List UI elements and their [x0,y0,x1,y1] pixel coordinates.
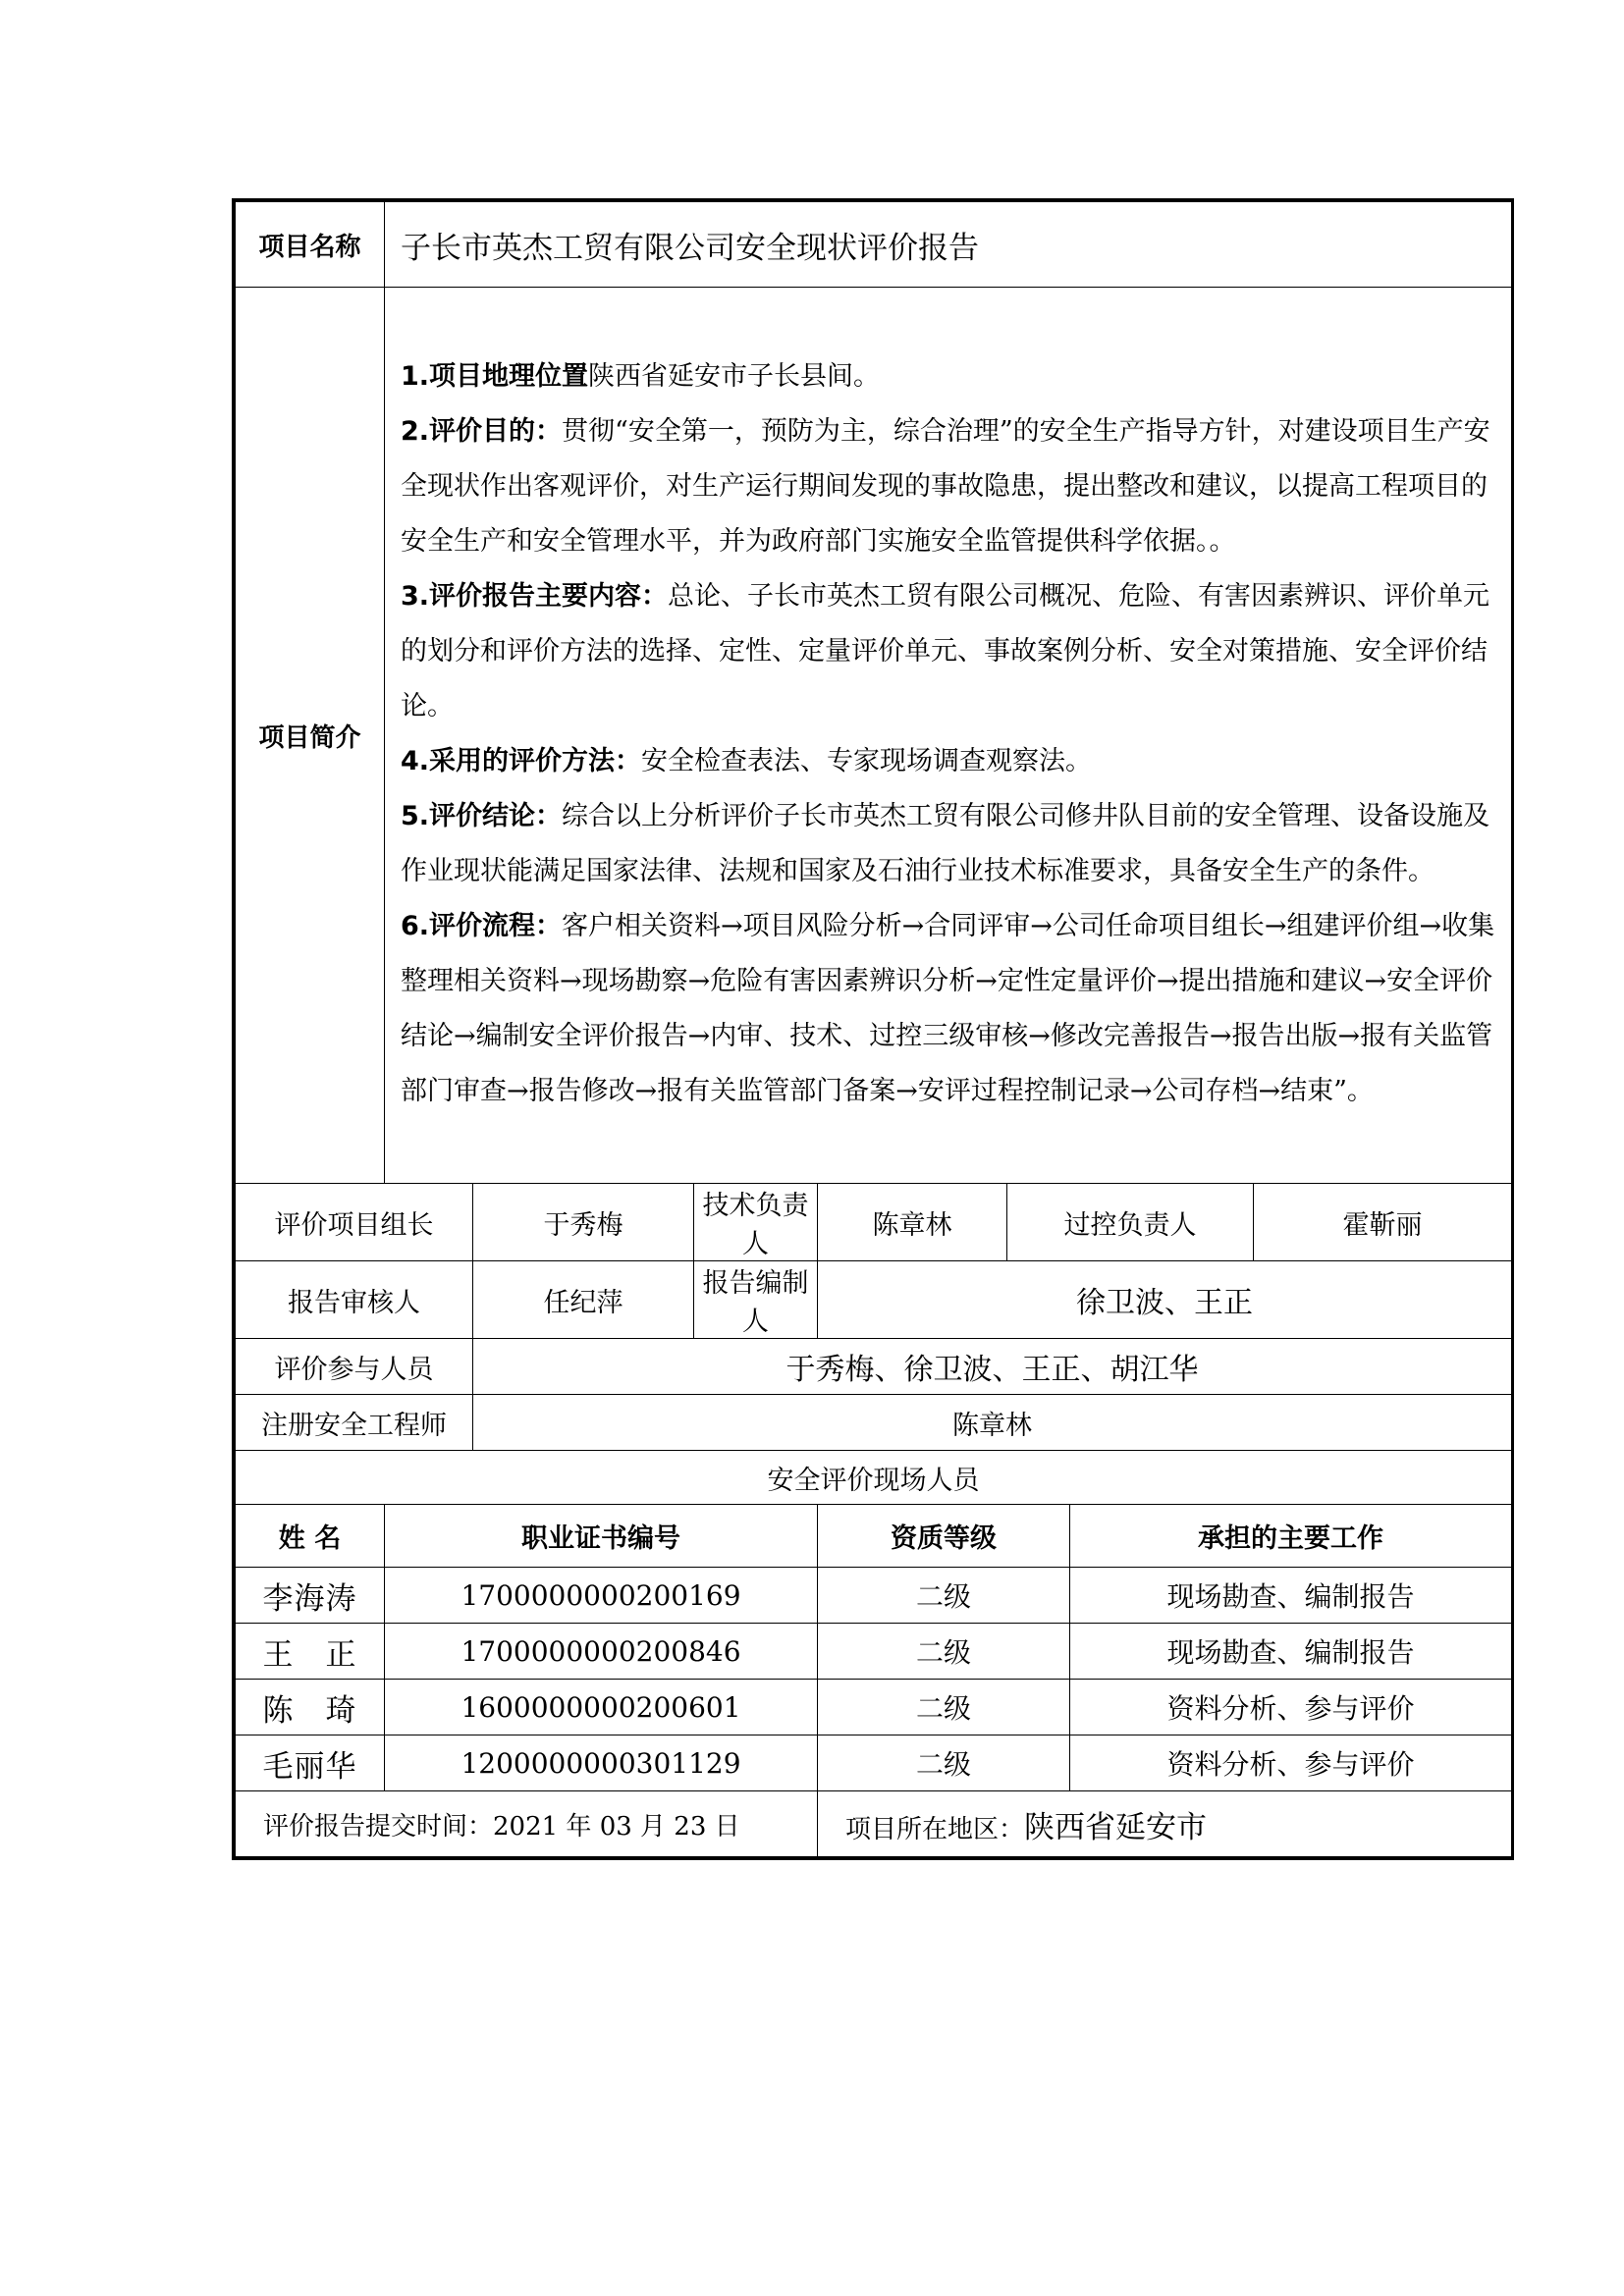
intro-item-conclusion: 5.评价结论：综合以上分析评价子长市英杰工贸有限公司修井队目前的安全管理、设备设施及作业现状能满足国家法律、法规和国家及石油行业技术标准要求，具备安全生产的条件。 [401,801,1490,886]
leader-value: 于秀梅 [473,1184,694,1261]
engineer-value: 陈章林 [473,1395,1512,1451]
intro-item-content: 3.评价报告主要内容：总论、子长市英杰工贸有限公司概况、危险、有害因素辨识、评价单元的划分和评价方法的选择、定性、定量评价单元、事故案例分析、安全对策措施、安全评价结论。 [401,581,1490,721]
header-name: 姓 名 [236,1505,385,1568]
staff-level: 二级 [818,1624,1070,1680]
staff-name: 毛丽华 [236,1735,385,1791]
staff-duty: 资料分析、参与评价 [1070,1735,1512,1791]
reviewer-label: 报告审核人 [236,1261,473,1339]
project-intro [385,288,1512,1184]
project-name-value: 子长市英杰工贸有限公司安全现状评价报告 [385,202,1512,288]
evaluation-info-table [232,198,1514,1860]
intro-item-location: 1.项目地理位置陕西省延安市子长县间。 [401,361,881,392]
table-row [236,1568,1512,1624]
staff-name: 王 正 [236,1624,385,1680]
table-row [236,1735,1512,1791]
header-level: 资质等级 [818,1505,1070,1568]
control-lead-value: 霍靳丽 [1254,1184,1512,1261]
region-value: 陕西省延安市 [1024,1809,1208,1845]
leader-label: 评价项目组长 [236,1184,473,1261]
staff-certificate: 1200000000301129 [385,1735,818,1791]
intro-item-method: 4.采用的评价方法：安全检查表法、专家现场调查观察法。 [401,746,1093,776]
engineer-label: 注册安全工程师 [236,1395,473,1451]
staff-level: 二级 [818,1680,1070,1735]
participants-value: 于秀梅、徐卫波、王正、胡江华 [473,1339,1512,1395]
staff-certificate: 1700000000200846 [385,1624,818,1680]
site-staff-title: 安全评价现场人员 [236,1451,1512,1505]
staff-name: 陈 琦 [236,1680,385,1735]
project-name-label: 项目名称 [236,202,385,288]
staff-certificate: 1600000000200601 [385,1680,818,1735]
tech-lead-label: 技术负责人 [694,1184,818,1261]
staff-name: 李海涛 [236,1568,385,1624]
staff-certificate: 1700000000200169 [385,1568,818,1624]
participants-label: 评价参与人员 [236,1339,473,1395]
reviewer-value: 任纪萍 [473,1261,694,1339]
staff-duty: 现场勘查、编制报告 [1070,1568,1512,1624]
table-row [236,1680,1512,1735]
tech-lead-value: 陈章林 [818,1184,1007,1261]
control-lead-label: 过控负责人 [1007,1184,1254,1261]
header-duty: 承担的主要工作 [1070,1505,1512,1568]
intro-item-purpose: 2.评价目的：贯彻“安全第一，预防为主，综合治理”的安全生产指导方针，对建设项目生产安全现状作出客观评价，对生产运行期间发现的事故隐患，提出整改和建议，以提高工程项目的安全生产和安全管理水平，并为政府部门实施安全监管提供科学依据。。 [401,416,1490,557]
header-certificate: 职业证书编号 [385,1505,818,1568]
project-intro-label: 项目简介 [236,288,385,1184]
writer-value: 徐卫波、王正 [818,1261,1512,1339]
project-region: 项目所在地区：陕西省延安市 [818,1791,1512,1857]
writer-label: 报告编制人 [694,1261,818,1339]
staff-duty: 现场勘查、编制报告 [1070,1624,1512,1680]
submit-time: 评价报告提交时间：2021 年 03 月 23 日 [236,1791,818,1857]
staff-duty: 资料分析、参与评价 [1070,1680,1512,1735]
intro-item-process: 6.评价流程：客户相关资料→项目风险分析→合同评审→公司任命项目组长→组建评价组→收集整理相关资料→现场勘察→危险有害因素辨识分析→定性定量评价→提出措施和建议→安全评价结论→编制安全评价报告→内审、技术、过控三级审核→修改完善报告→报告出版→报有关监管部门审查→报告修改→报有关监管部门备案→安评过程控制记录→公司存档→结束”。 [401,911,1495,1106]
staff-level: 二级 [818,1735,1070,1791]
staff-level: 二级 [818,1568,1070,1624]
table-row [236,1624,1512,1680]
